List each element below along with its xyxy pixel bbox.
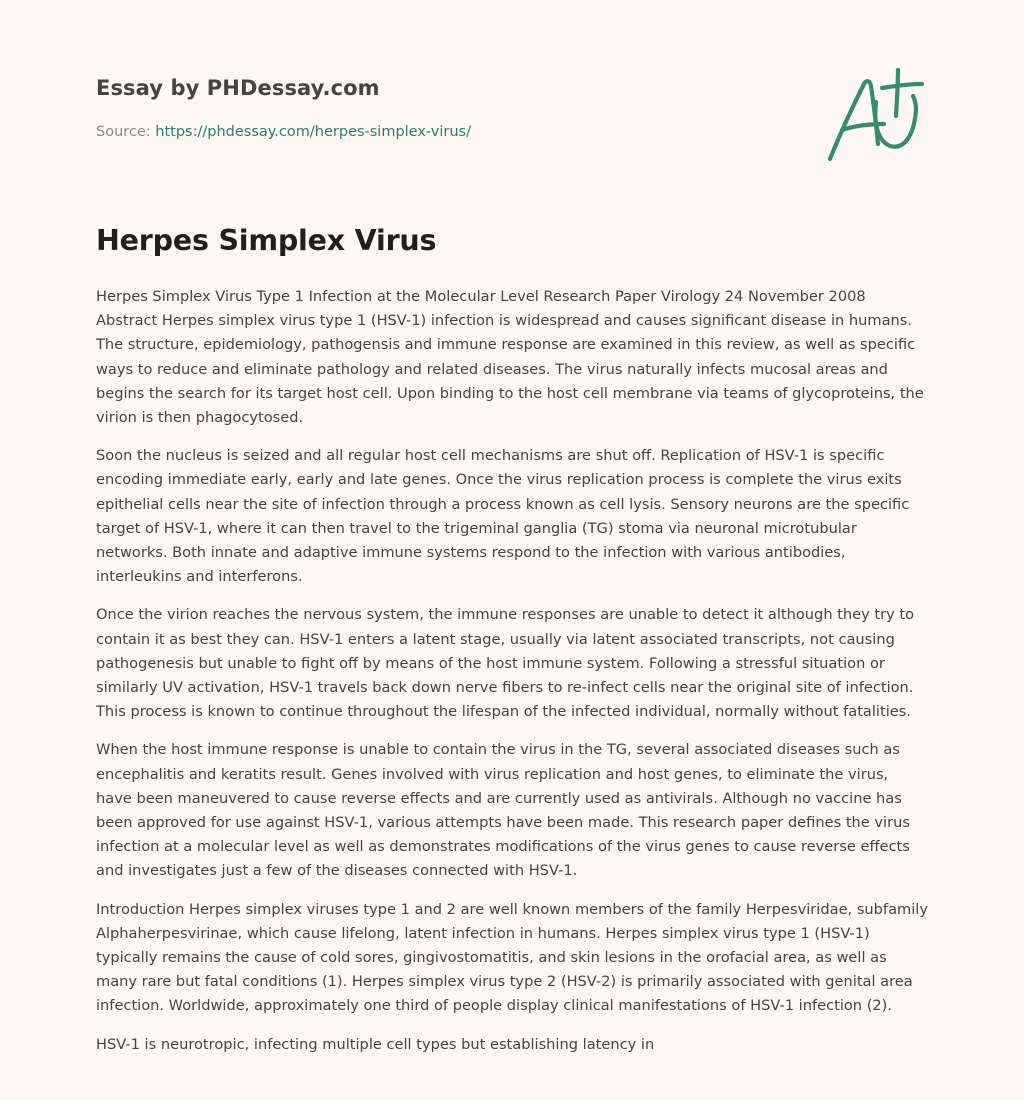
source-line (96, 124, 471, 140)
page-title: Herpes Simplex Virus (96, 224, 437, 257)
site-brand: Essay by PHDessay.com (96, 76, 380, 100)
article-paragraph: Herpes Simplex Virus Type 1 Infection at the Molecular Level Research Paper Virology 24 November 2008 Abstract Herpes simplex virus type 1 (HSV-1) infection is widespread and causes significant disease in humans. The structure, epidemiology, pathogensis and immune response are examined in this review, as well as specific ways to reduce and eliminate pathology and related diseases. The virus naturally infects mucosal areas and begins the search for its target host cell. Upon binding to the host cell membrane via teams of glycoproteins, the virion is then phagocytosed. (96, 288, 924, 427)
a-plus-grade-icon (818, 64, 930, 168)
source-link[interactable]: https://phdessay.com/herpes-simplex-virus/ (155, 124, 471, 140)
article-paragraph: HSV-1 is neurotropic, infecting multiple cell types but establishing latency in (96, 1035, 655, 1053)
article-paragraph: Once the virion reaches the nervous system, the immune responses are unable to detect it although they try to contain it as best they can. HSV-1 enters a latent stage, usually via latent associated transcripts, not causing pathogenesis but unable to fight off by means of the host immune system. Following a stressful situation or similarly UV activation, HSV-1 travels back down nerve fibers to re-infect cells near the original site of infection. This process is known to continue throughout the lifespan of the infected individual, normally without fatalities. (96, 606, 915, 721)
article-paragraph: Soon the nucleus is seized and all regular host cell mechanisms are shut off. Replication of HSV-1 is specific encoding immediate early, early and late genes. Once the virus replication process is complete the virus exits epithelial cells near the site of infection through a process known as cell lysis. Sensory neurons are the specific target of HSV-1, where it can then travel to the trigeminal ganglia (TG) stoma via neuronal microtubular networks. Both innate and adaptive immune systems respond to the infection with various antibodies, interleukins and interferons. (96, 447, 910, 586)
article-body (96, 285, 928, 1071)
article-paragraph: When the host immune response is unable to contain the virus in the TG, several associated diseases such as encephalitis and keratits result. Genes involved with virus replication and host genes, to eliminate the virus, have been maneuvered to cause reverse effects and are currently used as antivirals. Although no vaccine has been approved for use against HSV-1, various attempts have been made. This research paper defines the virus infection at a molecular level as well as demonstrates modifications of the virus genes to cause reverse effects and investigates just a few of the diseases connected with HSV-1. (96, 741, 910, 880)
article-paragraph: Introduction Herpes simplex viruses type 1 and 2 are well known members of the family Herpesviridae, subfamily Alphaherpesvirinae, which cause lifelong, latent infection in humans. Herpes simplex virus type 1 (HSV-1) typically remains the cause of cold sores, gingivostomatitis, and skin lesions in the orofacial area, as well as many rare but fatal conditions (1). Herpes simplex virus type 2 (HSV-2) is primarily associated with genital area infection. Worldwide, approximately one third of people display clinical manifestations of HSV-1 infection (2). (96, 900, 928, 1015)
source-label: Source: (96, 124, 151, 140)
